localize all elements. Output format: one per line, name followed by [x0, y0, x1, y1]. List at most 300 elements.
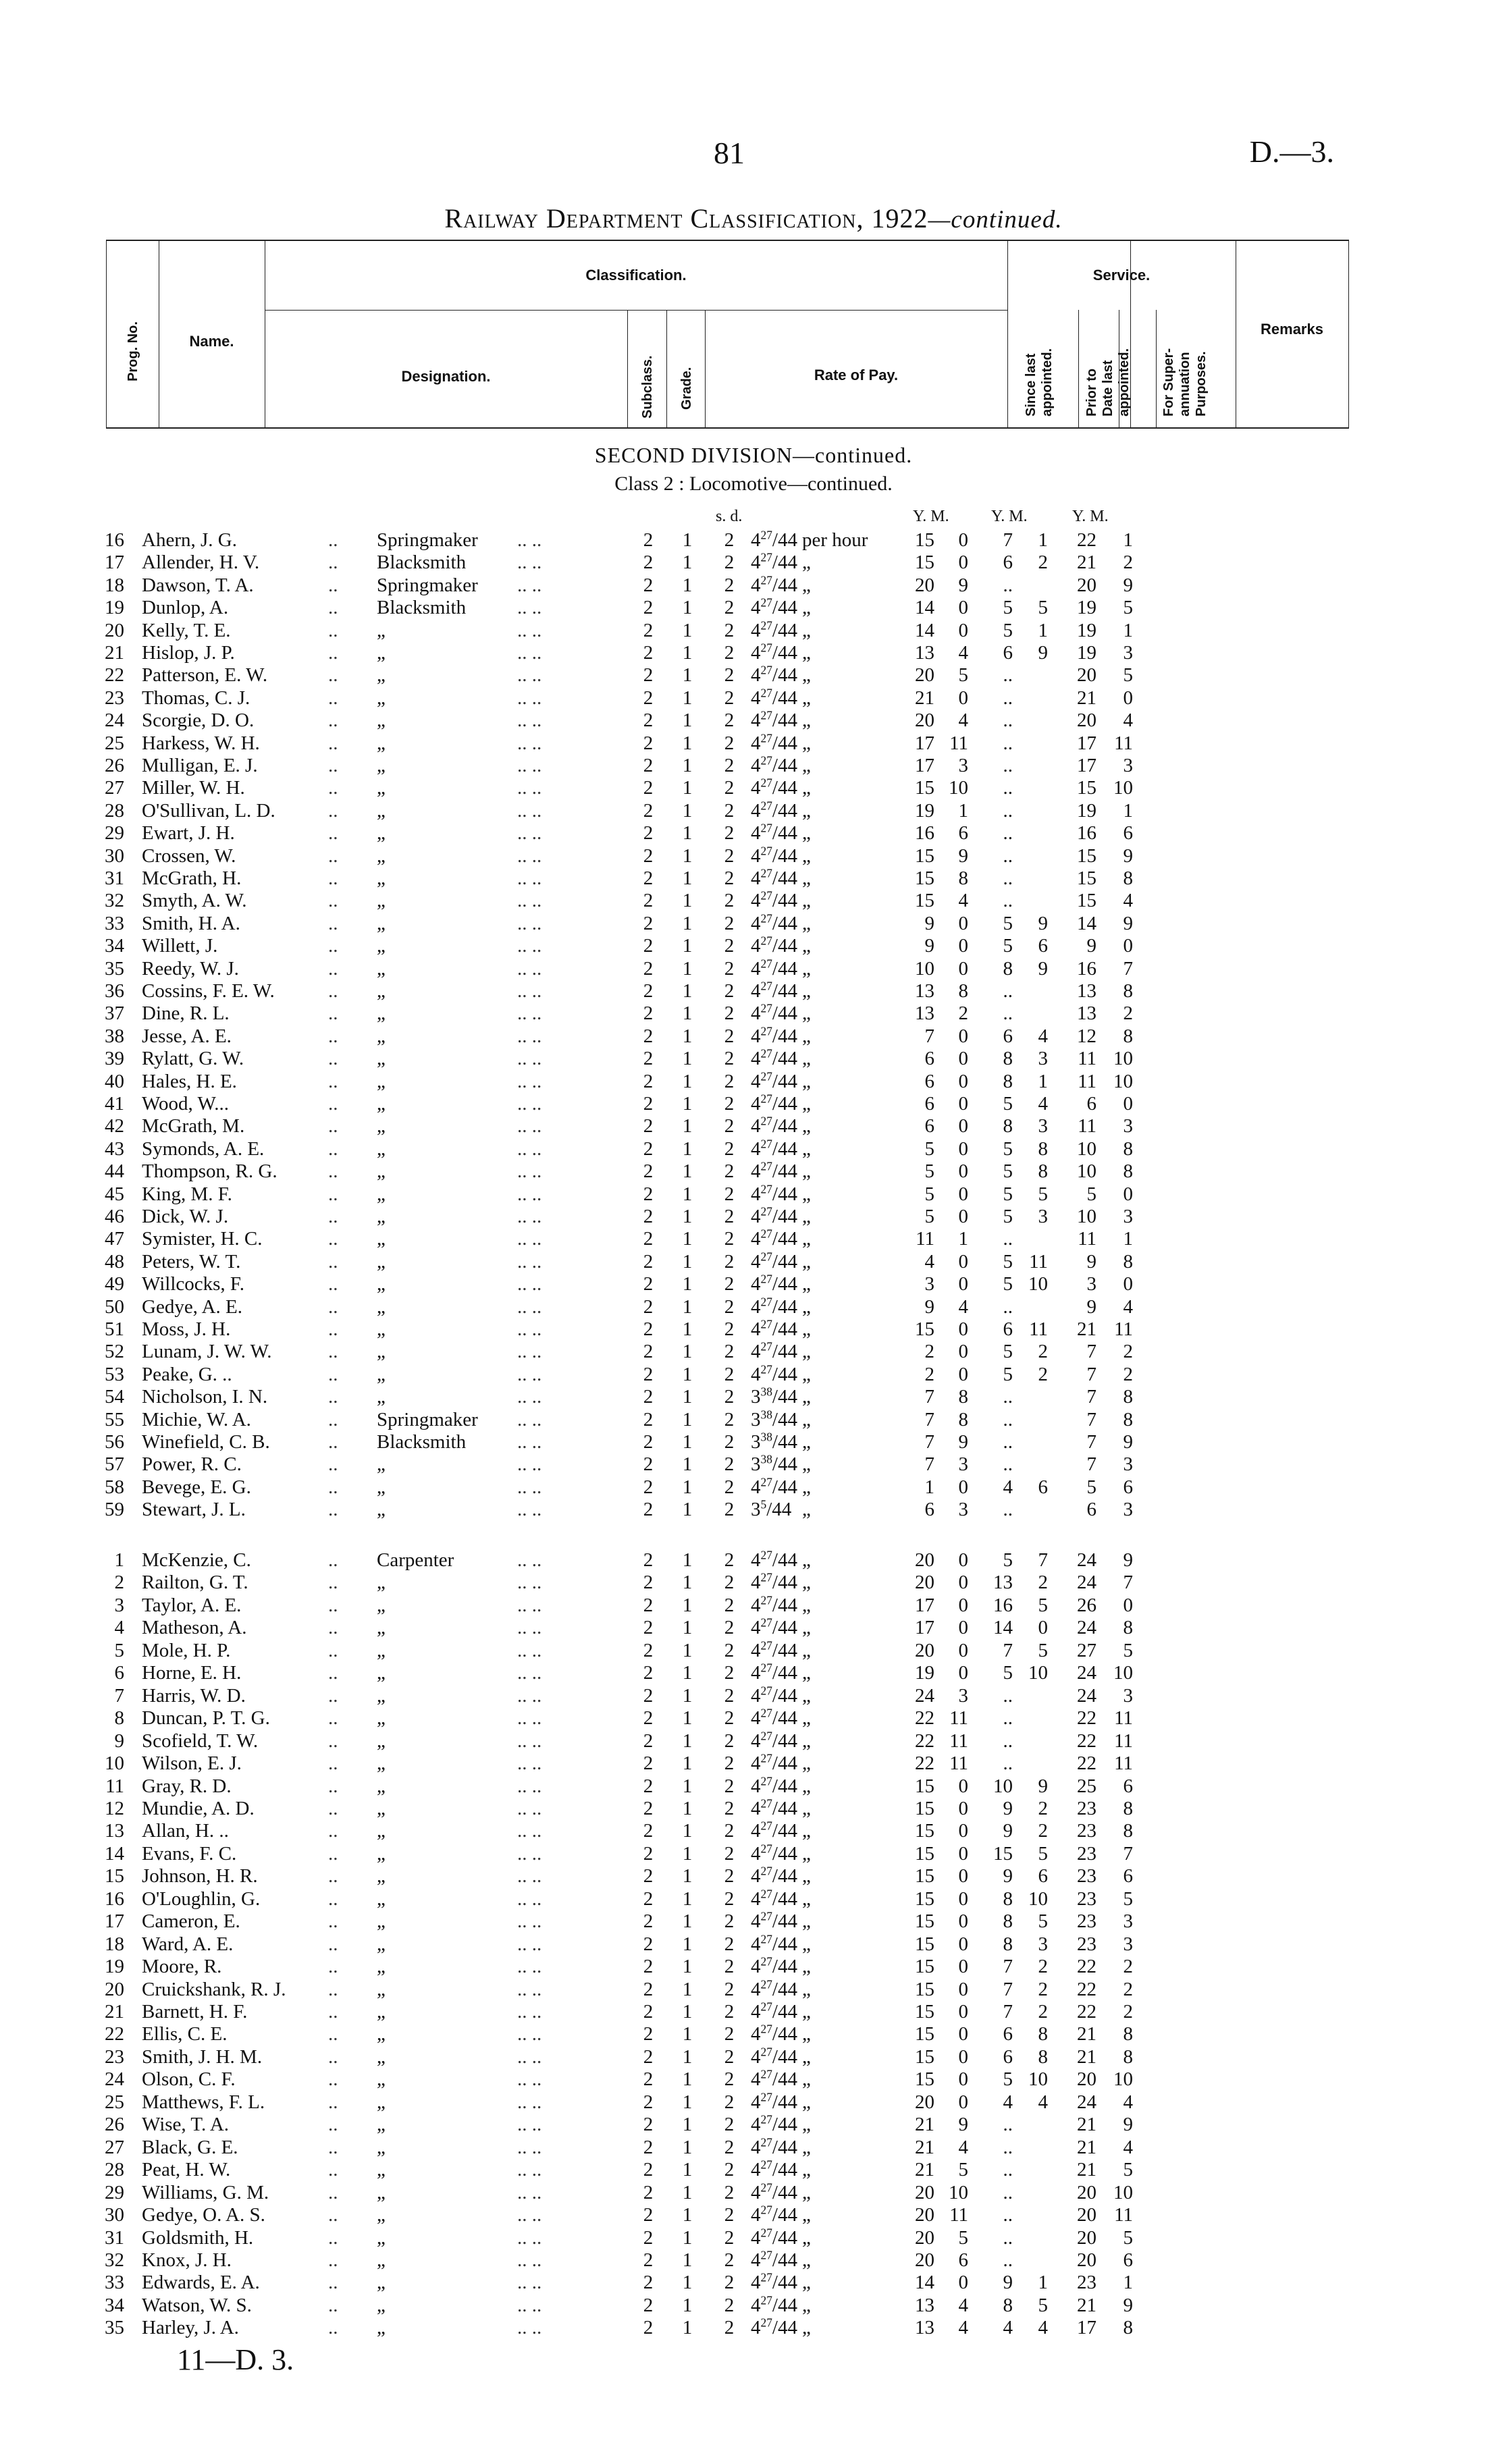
- rate-pence-numerator: 27: [760, 595, 772, 610]
- leader-dots: .. ..: [517, 2023, 542, 2045]
- rate-pence: [751, 1499, 791, 1521]
- super-years: 11: [1078, 1228, 1096, 1250]
- since-years: 4: [924, 1250, 934, 1273]
- leader-dots: .. ..: [517, 2091, 542, 2113]
- grade: 1: [682, 1386, 693, 1408]
- subclass: 2: [643, 642, 654, 664]
- table-row: [0, 1956, 1507, 1978]
- subclass: 2: [643, 1341, 654, 1363]
- prog-number: 22: [105, 2023, 124, 2045]
- table-row: [0, 1910, 1507, 1933]
- rate-pence: [751, 1318, 797, 1341]
- division-title: SECOND DIVISION—continued.: [594, 443, 913, 467]
- rate-pence-denominator: 44: [777, 1865, 797, 1887]
- rate-shillings: 2: [724, 574, 735, 596]
- super-months: 1: [1123, 2272, 1133, 2294]
- rate-pence: [751, 2068, 797, 2091]
- leader-dots: .. ..: [517, 1341, 542, 1363]
- prog-number: 21: [105, 2001, 124, 2023]
- prior-months: 2: [1038, 1978, 1048, 2000]
- rate-shillings: 2: [724, 1453, 735, 1476]
- rate-pence-whole: 4: [751, 2159, 761, 2181]
- grade: 1: [682, 552, 693, 574]
- designation: „: [377, 1070, 386, 1092]
- employee-name: Moss, J. H.: [142, 1318, 231, 1340]
- rate-unit: „: [802, 1910, 811, 1933]
- designation: „: [377, 867, 386, 889]
- rate-pence: [751, 1341, 797, 1363]
- super-years: 20: [1077, 2226, 1096, 2249]
- prior-years: ..: [1003, 2181, 1013, 2203]
- rate-unit: „: [802, 1572, 811, 1594]
- prog-number: 38: [105, 1025, 124, 1047]
- prior-months: 3: [1038, 1048, 1048, 1070]
- fraction-slash: /: [772, 2226, 778, 2249]
- designation: Blacksmith: [377, 1431, 467, 1453]
- grade: 1: [682, 822, 693, 845]
- rate-unit: „: [802, 2272, 811, 2294]
- rate-pence-denominator: 44: [777, 1273, 797, 1295]
- prior-years: ..: [1003, 1707, 1013, 1730]
- super-years: 10: [1077, 1160, 1096, 1183]
- prior-years: 16: [993, 1594, 1013, 1616]
- leader-dots: .. ..: [517, 1453, 542, 1476]
- leader-dots: .. ..: [517, 2045, 542, 2068]
- grade: 1: [682, 957, 693, 980]
- subclass: 2: [643, 1887, 654, 1910]
- rate-shillings: 2: [724, 1572, 735, 1594]
- employee-name: Stewart, J. L.: [142, 1499, 246, 1521]
- fraction-slash: /: [772, 1002, 778, 1025]
- table-row: [0, 1025, 1507, 1048]
- rate-pence: [751, 1453, 797, 1476]
- prog-number: 27: [105, 2136, 124, 2158]
- super-months: 5: [1123, 2226, 1133, 2249]
- designation: „: [377, 1639, 386, 1661]
- grade: 1: [682, 1453, 693, 1476]
- super-years: 20: [1077, 2249, 1096, 2271]
- rate-pence-denominator: 44: [777, 935, 797, 957]
- since-months: 4: [958, 2136, 968, 2158]
- grade: 1: [682, 1137, 693, 1160]
- prior-years: ..: [1003, 1295, 1013, 1318]
- super-years: 11: [1078, 1070, 1096, 1092]
- prog-number: 4: [114, 1617, 124, 1639]
- rate-pence-whole: 4: [751, 1318, 761, 1340]
- prog-number: 36: [105, 980, 124, 1002]
- designation: „: [377, 912, 386, 934]
- designation: Blacksmith: [377, 552, 467, 574]
- since-months: 0: [958, 1549, 968, 1571]
- rate-pence-numerator: 27: [760, 1317, 772, 1331]
- grade: 1: [682, 1273, 693, 1295]
- prior-years: 8: [1003, 1115, 1013, 1137]
- since-years: 15: [915, 777, 934, 799]
- table-row: [0, 574, 1507, 597]
- rate-pence-numerator: 27: [760, 1751, 772, 1765]
- rate-pence-denominator: 44: [777, 1572, 797, 1594]
- subclass: 2: [643, 1250, 654, 1273]
- grade: 1: [682, 890, 693, 912]
- rate-pence-whole: 4: [751, 1115, 761, 1137]
- table-row: [0, 1617, 1507, 1639]
- rate-pence: [751, 1476, 797, 1499]
- prior-months: 5: [1038, 1183, 1048, 1205]
- super-years: 5: [1086, 1476, 1096, 1498]
- rate-pence-whole: 4: [751, 1707, 761, 1730]
- since-years: 5: [924, 1206, 934, 1227]
- grade: 1: [682, 2249, 693, 2271]
- leader-dots: ..: [328, 2001, 338, 2023]
- rate-pence-denominator: 44: [777, 1549, 797, 1571]
- super-years: 21: [1077, 2023, 1096, 2045]
- rate-pence: [751, 2204, 797, 2226]
- super-months: 11: [1114, 1752, 1133, 1775]
- table-row: [0, 1206, 1507, 1228]
- grade: 1: [682, 2272, 693, 2294]
- employee-name: Lunam, J. W. W.: [142, 1341, 272, 1363]
- super-years: 15: [1077, 890, 1096, 912]
- prog-number: 7: [114, 1684, 124, 1707]
- fraction-slash: /: [772, 1662, 778, 1684]
- subclass: 2: [643, 687, 654, 709]
- rate-pence-numerator: 27: [760, 2090, 772, 2104]
- rate-pence: [751, 2137, 797, 2159]
- rate-unit: „: [802, 912, 811, 934]
- employee-name: Smyth, A. W.: [142, 890, 247, 912]
- rate-pence-numerator: 27: [760, 663, 772, 677]
- prior-years: ..: [1003, 1499, 1013, 1521]
- prior-months: 6: [1038, 1865, 1048, 1887]
- prog-number: 3: [114, 1594, 124, 1616]
- leader-dots: .. ..: [517, 709, 542, 732]
- leader-dots: .. ..: [517, 2114, 542, 2136]
- since-months: 9: [958, 574, 968, 596]
- prior-years: 8: [1003, 1887, 1013, 1910]
- since-years: 15: [915, 845, 934, 867]
- rate-shillings: 2: [724, 1295, 735, 1318]
- rate-unit: „: [802, 2226, 811, 2249]
- table-row: [0, 1775, 1507, 1798]
- rate-pence-denominator: 44: [777, 1295, 797, 1318]
- rate-unit: „: [802, 2204, 811, 2226]
- employee-name: King, M. F.: [142, 1183, 232, 1205]
- fraction-slash: /: [772, 2317, 778, 2339]
- table-row: [0, 1364, 1507, 1386]
- rate-shillings: 2: [724, 1273, 735, 1295]
- subclass: 2: [643, 1386, 654, 1408]
- since-months: 0: [958, 2272, 968, 2294]
- prog-number: 45: [105, 1183, 124, 1205]
- prior-months: 0: [1038, 1617, 1048, 1639]
- leader-dots: .. ..: [517, 2204, 542, 2226]
- leader-dots: .. ..: [517, 664, 542, 687]
- subclass: 2: [643, 2181, 654, 2203]
- designation: „: [377, 1842, 386, 1865]
- subclass: 2: [643, 912, 654, 934]
- super-years: 21: [1077, 2136, 1096, 2158]
- super-years: 7: [1086, 1363, 1096, 1385]
- super-years: 24: [1077, 1572, 1096, 1594]
- designation: „: [377, 1797, 386, 1819]
- rate-pence-numerator: 27: [760, 1001, 772, 1015]
- since-years: 1: [924, 1476, 934, 1498]
- prog-no-header: Prog. No.: [126, 321, 140, 381]
- fraction-slash: /: [772, 732, 778, 754]
- since-years: 20: [915, 1639, 934, 1661]
- since-months: 0: [958, 1572, 968, 1594]
- prior-months: 2: [1038, 552, 1048, 574]
- subclass: 2: [643, 2001, 654, 2023]
- prog-number: 43: [105, 1137, 124, 1160]
- rate-shillings: 2: [724, 1160, 735, 1183]
- designation: „: [377, 2091, 386, 2113]
- designation: „: [377, 1730, 386, 1752]
- super-months: 6: [1123, 1775, 1133, 1797]
- prior-months: 5: [1038, 1910, 1048, 1933]
- leader-dots: ..: [328, 912, 338, 934]
- subclass: 2: [643, 2068, 654, 2091]
- subclass: 2: [643, 1662, 654, 1684]
- rate-pence-whole: 3: [751, 1431, 761, 1453]
- prog-number: 47: [105, 1228, 124, 1250]
- rate-shillings: 2: [724, 1707, 735, 1730]
- fraction-slash: /: [772, 642, 778, 664]
- prior-months: 2: [1038, 1820, 1048, 1842]
- rate-unit: „: [802, 597, 811, 619]
- rate-pence-whole: 4: [751, 574, 761, 596]
- rate-pence-whole: 4: [751, 1070, 761, 1092]
- prog-number: 14: [105, 1842, 124, 1865]
- since-years: 6: [924, 1093, 934, 1115]
- designation: „: [377, 709, 386, 732]
- since-months: 4: [958, 642, 968, 664]
- super-years: 23: [1077, 1887, 1096, 1910]
- prior-months: 4: [1038, 1025, 1048, 1047]
- super-months: 9: [1123, 845, 1133, 867]
- leader-dots: ..: [328, 597, 338, 619]
- rate-unit: „: [802, 1183, 811, 1205]
- grade: 1: [682, 2001, 693, 2023]
- super-months: 2: [1123, 552, 1133, 574]
- since-years: 20: [915, 2249, 934, 2271]
- fraction-slash: /: [772, 1730, 778, 1752]
- prior-years: ..: [1003, 777, 1013, 799]
- subclass: 2: [643, 1363, 654, 1385]
- since-years: 7: [924, 1453, 934, 1476]
- prior-years: 6: [1003, 2023, 1013, 2045]
- rate-unit: „: [802, 1273, 811, 1295]
- employee-name: Harris, W. D.: [142, 1684, 246, 1707]
- rate-unit: per hour: [802, 529, 868, 551]
- super-years: 24: [1077, 1662, 1096, 1684]
- super-months: 4: [1123, 2091, 1133, 2113]
- super-months: 7: [1123, 957, 1133, 980]
- prog-number: 54: [105, 1386, 124, 1408]
- prior-months: 9: [1038, 912, 1048, 934]
- leader-dots: .. ..: [517, 1070, 542, 1092]
- leader-dots: .. ..: [517, 2181, 542, 2203]
- since-months: 11: [949, 1730, 968, 1752]
- fraction-slash: /: [772, 1115, 778, 1137]
- rate-pence-denominator: 44: [777, 1956, 797, 1978]
- since-years: 2: [924, 1341, 934, 1363]
- rate-unit: „: [802, 1431, 811, 1453]
- prior-months: 1: [1038, 1070, 1048, 1092]
- super-months: 5: [1123, 597, 1133, 619]
- since-months: 0: [958, 1842, 968, 1865]
- leader-dots: ..: [328, 732, 338, 754]
- since-years: 7: [924, 1025, 934, 1047]
- since-months: 3: [958, 1453, 968, 1476]
- fraction-slash: /: [772, 2068, 778, 2091]
- rate-pence: [751, 822, 797, 845]
- designation: „: [377, 1865, 386, 1887]
- since-months: 0: [958, 1978, 968, 2000]
- super-years: 13: [1077, 1002, 1096, 1025]
- rate-pence-numerator: 27: [760, 2315, 772, 2330]
- employee-name: Peters, W. T.: [142, 1250, 241, 1273]
- since-years: 5: [924, 1137, 934, 1160]
- rate-pence: [751, 1364, 797, 1386]
- rate-unit: „: [802, 1594, 811, 1616]
- table-row: [0, 1843, 1507, 1865]
- since-months: 11: [949, 732, 968, 754]
- table-row: [0, 2317, 1507, 2339]
- rate-pence-denominator: 44: [777, 2226, 797, 2249]
- since-years: 17: [915, 732, 934, 754]
- super-years: 20: [1077, 664, 1096, 687]
- rate-pence-numerator: 27: [760, 2248, 772, 2262]
- prior-years: 5: [1003, 1273, 1013, 1295]
- since-years: 21: [915, 2114, 934, 2136]
- leader-dots: .. ..: [517, 1730, 542, 1752]
- fraction-slash: /: [772, 822, 778, 845]
- employee-name: Mole, H. P.: [142, 1639, 231, 1661]
- prog-number: 39: [105, 1048, 124, 1070]
- rate-unit: „: [802, 1341, 811, 1363]
- super-months: 2: [1123, 1956, 1133, 1978]
- rate-pence-numerator: 27: [760, 1294, 772, 1308]
- prior-years: 7: [1003, 1978, 1013, 2000]
- grade: 1: [682, 2091, 693, 2113]
- super-months: 5: [1123, 664, 1133, 687]
- designation: „: [377, 664, 386, 687]
- grade: 1: [682, 597, 693, 619]
- grade: 1: [682, 1797, 693, 1819]
- table-row: [0, 1595, 1507, 1617]
- super-months: 0: [1123, 1183, 1133, 1205]
- rate-pence-denominator: 44: [777, 574, 797, 596]
- prog-number: 56: [105, 1431, 124, 1453]
- rate-pence-numerator: 27: [760, 1706, 772, 1720]
- table-row: [0, 1549, 1507, 1572]
- name-header: Name.: [189, 333, 234, 350]
- subclass: 2: [643, 1115, 654, 1137]
- rate-pence-denominator: 44: [777, 1025, 797, 1047]
- rate-pence: [751, 1002, 797, 1025]
- rate-unit: „: [802, 1363, 811, 1385]
- prog-number: 16: [105, 529, 124, 551]
- employee-name: Willcocks, F.: [142, 1273, 244, 1295]
- grade: 1: [682, 642, 693, 664]
- prog-number: 41: [105, 1093, 124, 1115]
- table-row: [0, 1865, 1507, 1887]
- designation: „: [377, 777, 386, 799]
- leader-dots: ..: [328, 2045, 338, 2068]
- super-months: 3: [1123, 1206, 1133, 1227]
- subclass: 2: [643, 1273, 654, 1295]
- rate-pence: [751, 1820, 797, 1842]
- prior-years: 5: [1003, 1137, 1013, 1160]
- rate-shillings: 2: [724, 2204, 735, 2226]
- fraction-slash: /: [772, 1549, 778, 1571]
- rate-pence: [751, 2114, 797, 2136]
- rate-pence-denominator: 44: [777, 2068, 797, 2091]
- super-months: 11: [1114, 732, 1133, 754]
- rate-pence-numerator: 27: [760, 934, 772, 948]
- employee-name: Allan, H. ..: [142, 1820, 229, 1842]
- subclass: 2: [643, 799, 654, 822]
- fraction-slash: /: [772, 1048, 778, 1070]
- rate-unit: „: [802, 2001, 811, 2023]
- super-years: 22: [1077, 1707, 1096, 1730]
- employee-name: Knox, J. H.: [142, 2249, 232, 2271]
- designation: „: [377, 687, 386, 709]
- subclass: 2: [643, 1842, 654, 1865]
- employee-name: Mundie, A. D.: [142, 1797, 255, 1819]
- table-row: [0, 1979, 1507, 2001]
- leader-dots: .. ..: [517, 1318, 542, 1340]
- leader-dots: .. ..: [517, 2159, 542, 2181]
- table-row: [0, 1228, 1507, 1250]
- grade: 1: [682, 574, 693, 596]
- table-row: [0, 1730, 1507, 1752]
- fraction-slash: /: [772, 957, 778, 980]
- leader-dots: .. ..: [517, 1549, 542, 1571]
- prog-number: 19: [105, 1956, 124, 1978]
- prior-months: 7: [1038, 1549, 1048, 1571]
- rate-pence-denominator: 44: [777, 552, 797, 574]
- table-row: [0, 1071, 1507, 1093]
- rate-pence: [751, 664, 797, 687]
- rate-shillings: 2: [724, 1617, 735, 1639]
- since-months: 8: [958, 1408, 968, 1430]
- rate-unit: „: [802, 867, 811, 889]
- prior-years: 5: [1003, 1160, 1013, 1183]
- fraction-slash: /: [766, 1499, 772, 1521]
- super-months: 10: [1113, 777, 1133, 799]
- designation: „: [377, 619, 386, 641]
- designation: „: [377, 799, 386, 822]
- super-years: 20: [1077, 2181, 1096, 2203]
- leader-dots: .. ..: [517, 822, 542, 845]
- rate-pence: [751, 1549, 797, 1572]
- super-months: 3: [1123, 1115, 1133, 1137]
- rate-pence-whole: 4: [751, 2249, 761, 2271]
- leader-dots: ..: [328, 1476, 338, 1498]
- table-row: [0, 1002, 1507, 1025]
- designation: „: [377, 2068, 386, 2091]
- rate-pence: [751, 1933, 797, 1956]
- title-main: Railway Department Classification, 1922: [444, 203, 928, 234]
- prog-number: 42: [105, 1115, 124, 1137]
- super-months: 3: [1123, 1933, 1133, 1955]
- super-months: 4: [1123, 709, 1133, 732]
- rate-pence-denominator: 44: [777, 1093, 797, 1115]
- rate-shillings: 2: [724, 1002, 735, 1025]
- super-months: 6: [1123, 822, 1133, 845]
